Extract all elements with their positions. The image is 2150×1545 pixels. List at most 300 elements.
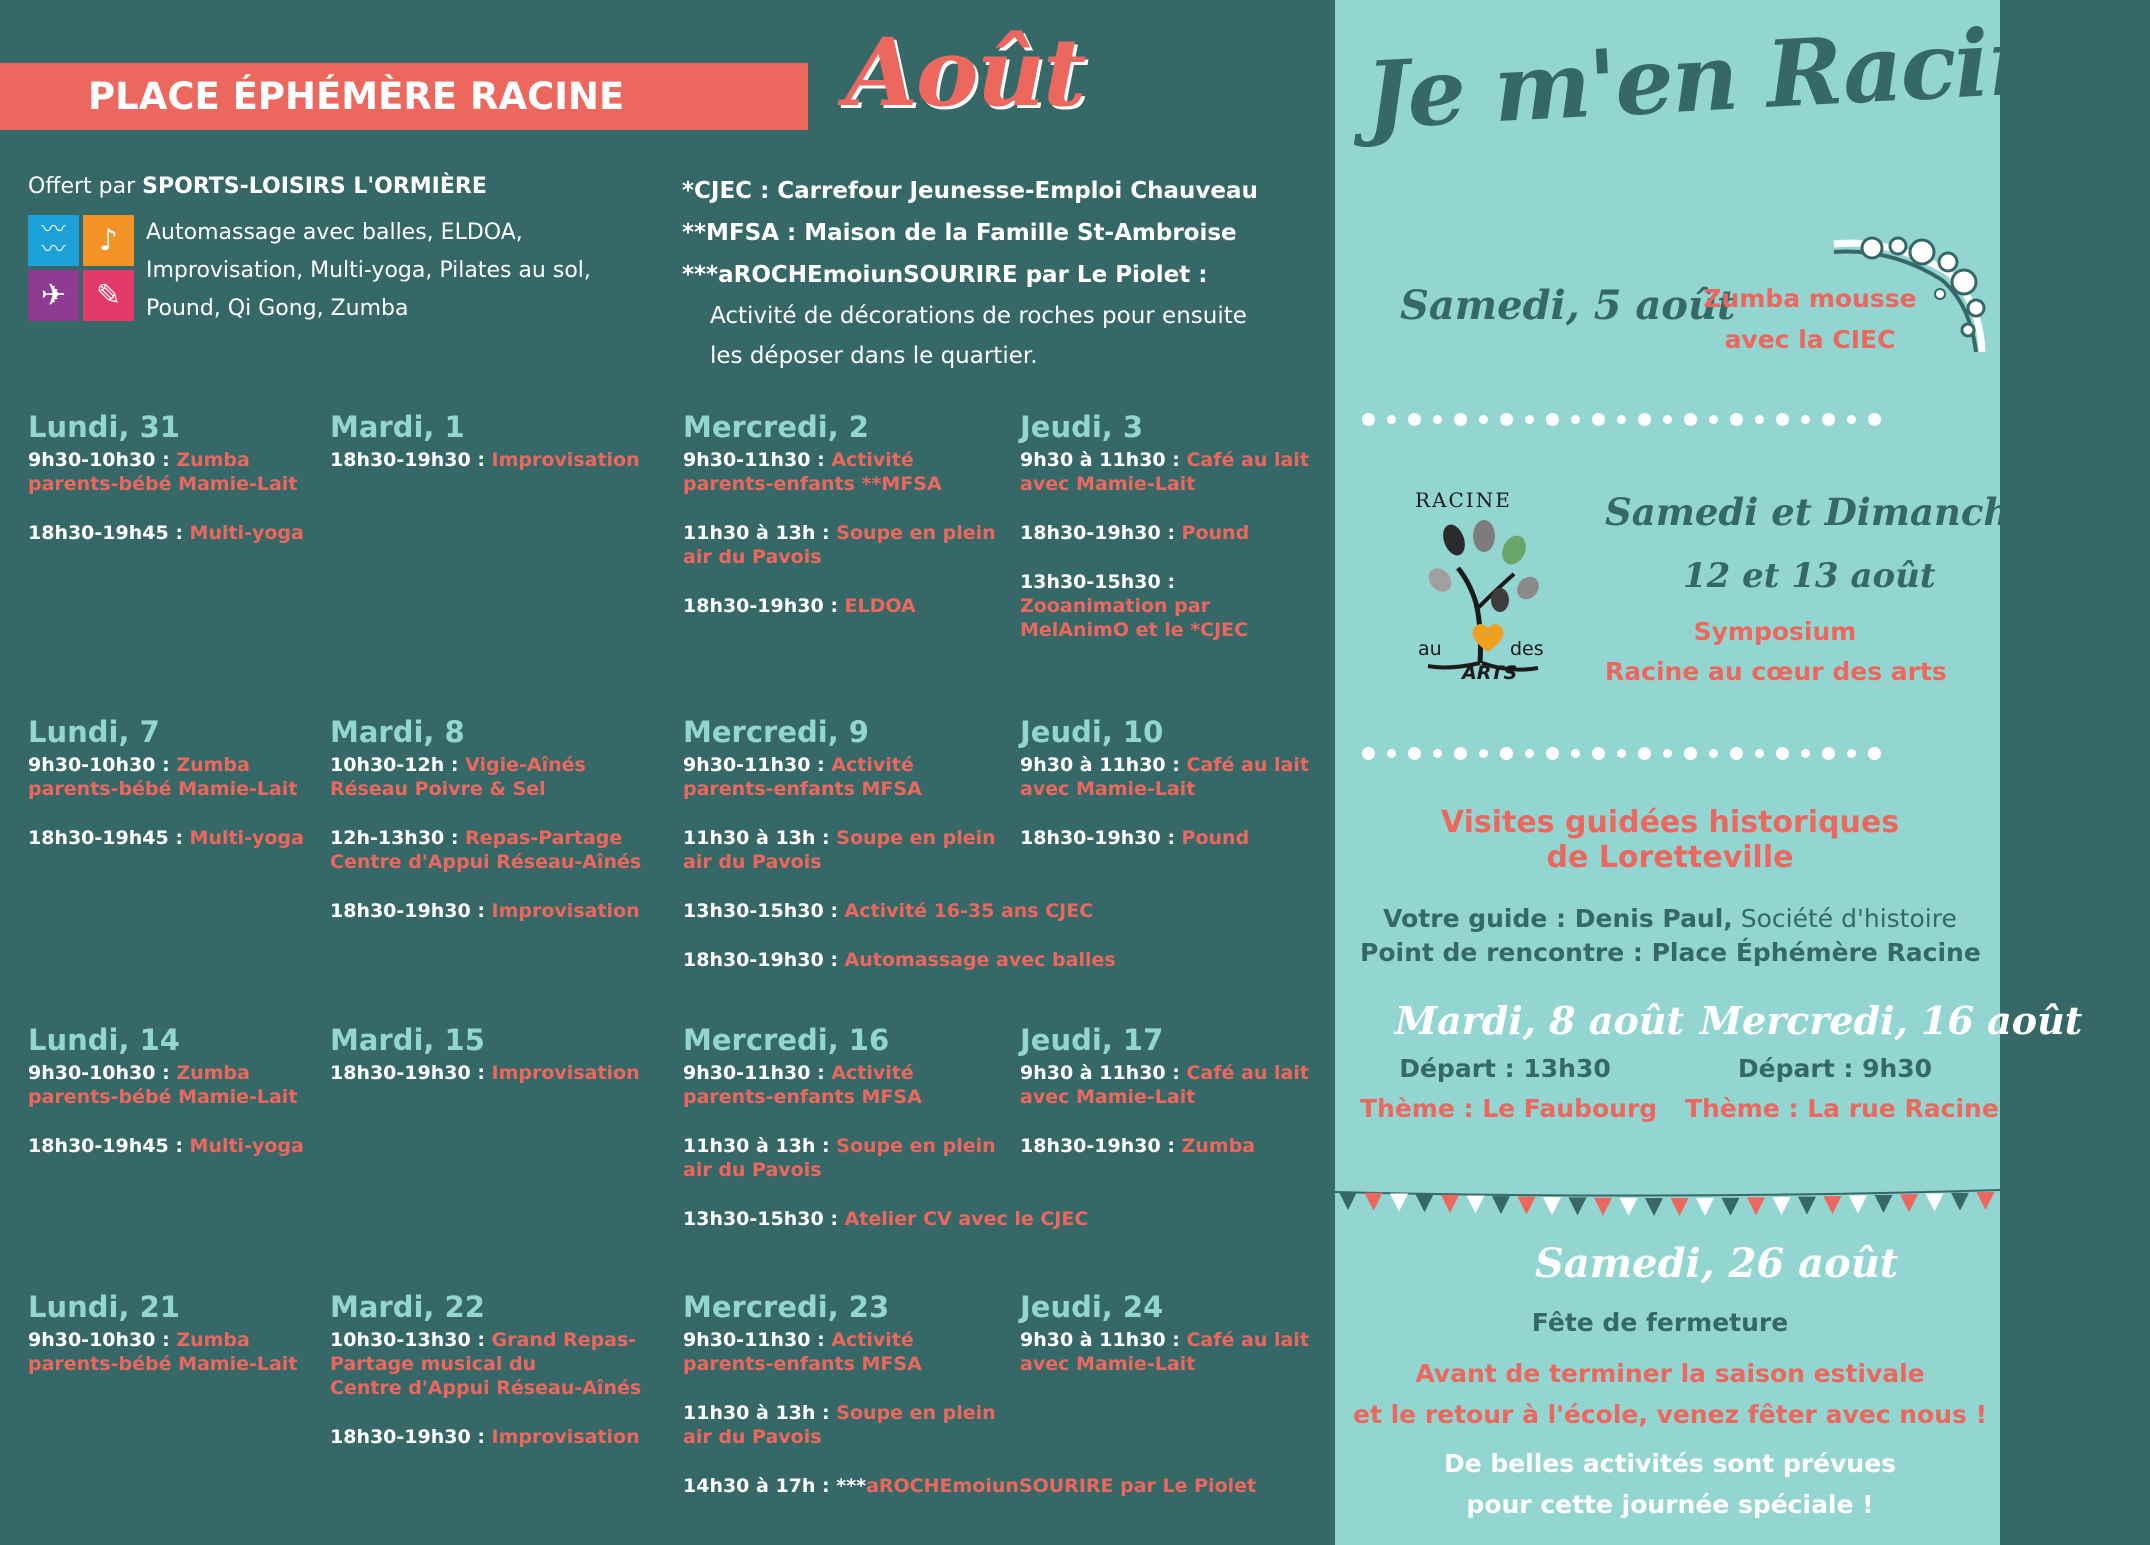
dot — [1755, 749, 1764, 758]
dot — [1638, 747, 1651, 760]
dot — [1525, 749, 1534, 758]
activity-list — [146, 214, 591, 328]
schedule-event — [1020, 521, 1309, 545]
visite2-theme: Thème : La rue Racine — [1685, 1094, 1999, 1123]
event-time: 18h30-19h45 — [28, 522, 169, 544]
event-activity-cont: air du Pavois — [683, 1159, 822, 1181]
dot — [1571, 415, 1580, 424]
event-activity: Activité — [831, 1062, 914, 1084]
event-time: 18h30-19h30 — [330, 1062, 471, 1084]
event-time: 18h30-19h30 — [330, 449, 471, 471]
schedule-event — [683, 899, 1116, 923]
event-sep: : — [810, 1329, 832, 1351]
activity-line: Pound, Qi Gong, Zumba — [146, 296, 409, 321]
visites-info — [1360, 902, 1980, 970]
bunting-flag — [1569, 1197, 1587, 1215]
dot — [1433, 749, 1442, 758]
event-sep: : — [444, 754, 466, 776]
day-title: Mardi, 22 — [330, 1290, 485, 1324]
dot — [1408, 747, 1421, 760]
logo-au: au — [1418, 638, 1442, 660]
day-block — [683, 410, 996, 643]
dot — [1755, 415, 1764, 424]
event-activity-cont: parents-enfants MFSA — [683, 1086, 922, 1108]
bunting-flag — [1722, 1198, 1740, 1216]
event-activity-cont: avec Mamie-Lait — [1020, 1353, 1196, 1375]
day-block — [28, 715, 304, 875]
day-block — [1020, 715, 1309, 875]
event-activity: Pound — [1181, 522, 1250, 544]
event-time: 9h30 à 11h30 — [1020, 449, 1166, 471]
event-time: 9h30 à 11h30 — [1020, 754, 1166, 776]
event-activity-cont: parents-enfants MFSA — [683, 1353, 922, 1375]
schedule-event — [28, 1061, 304, 1109]
event-sep: : — [823, 900, 845, 922]
schedule-event — [330, 753, 641, 801]
event-time: 18h30-19h30 — [683, 949, 824, 971]
event-activity: Vigie-Aînés — [465, 754, 586, 776]
day-block — [1020, 1290, 1309, 1401]
event-activity-cont: Centre d'Appui Réseau-Aînés — [330, 851, 642, 873]
event-activity: Zumba — [176, 1329, 250, 1351]
dot — [1479, 749, 1488, 758]
event-sep: : — [815, 522, 837, 544]
dot — [1801, 415, 1810, 424]
dot — [1638, 413, 1651, 426]
event-time: 10h30-13h30 — [330, 1329, 471, 1351]
visites-title2: de Loretteville — [1546, 840, 1794, 875]
bunting-flag — [1926, 1193, 1944, 1211]
legend-mfsa: **MFSA : Maison de la Famille St-Ambroise — [682, 220, 1237, 246]
dot — [1362, 747, 1375, 760]
event-activity-cont: parents-enfants MFSA — [683, 778, 922, 800]
schedule-event — [28, 753, 304, 801]
event-activity: Improvisation — [491, 1426, 640, 1448]
event-activity-cont: parents-bébé Mamie-Lait — [28, 1086, 298, 1108]
event-sep: : — [168, 827, 190, 849]
event-sep: : — [1165, 1062, 1187, 1084]
bunting-flag — [1620, 1198, 1638, 1216]
dot — [1546, 747, 1559, 760]
legend-cjec: *CJEC : Carrefour Jeunesse-Emploi Chauveau — [682, 178, 1258, 204]
event-activity: Zumba — [176, 449, 250, 471]
event-activity-cont: parents-bébé Mamie-Lait — [28, 473, 298, 495]
day-block — [1020, 1023, 1309, 1183]
zumba-date: Samedi, 5 août — [1400, 282, 1736, 329]
event-time: 13h30-15h30 — [683, 1208, 824, 1230]
dot — [1571, 749, 1580, 758]
meeting-point: Point de rencontre : Place Éphémère Racine — [1360, 938, 1981, 967]
dot — [1822, 747, 1835, 760]
event-sep: : — [1165, 754, 1187, 776]
event-sep: : — [444, 827, 466, 849]
schedule-event — [330, 1061, 640, 1085]
event-sep: : — [1160, 1135, 1182, 1157]
event-activity: Repas-Partage — [465, 827, 623, 849]
event-activity: Activité — [831, 449, 914, 471]
event-activity: Soupe en plein — [836, 827, 996, 849]
event-activity-cont: Zooanimation par — [1020, 595, 1210, 617]
event-activity: Soupe en plein — [836, 522, 996, 544]
event-time: 9h30-10h30 — [28, 754, 156, 776]
visite2-depart: Départ : 9h30 — [1737, 1054, 1933, 1083]
event-time: 9h30 à 11h30 — [1020, 1062, 1166, 1084]
event-time: 13h30-15h30 — [683, 900, 824, 922]
event-time: 10h30-12h — [330, 754, 445, 776]
bunting-flag — [1824, 1196, 1842, 1214]
bunting-flag — [1696, 1198, 1714, 1216]
closing-line4: pour cette journée spéciale ! — [1466, 1490, 1874, 1519]
event-activity: aROCHEmoiunSOURIRE par Le Piolet — [866, 1475, 1257, 1497]
day-block — [28, 410, 304, 570]
event-time: 18h30-19h30 — [1020, 522, 1161, 544]
schedule-event — [28, 521, 304, 545]
closing-line3: De belles activités sont prévues — [1443, 1449, 1897, 1478]
schedule-event — [330, 826, 641, 874]
event-sep: : — [168, 522, 190, 544]
event-sep: : — [810, 1062, 832, 1084]
dot — [1592, 747, 1605, 760]
event-sep: : — [470, 900, 492, 922]
dot — [1387, 415, 1396, 424]
dot — [1730, 413, 1743, 426]
schedule-event — [1020, 570, 1309, 642]
event-sep: : — [155, 1062, 177, 1084]
day-block — [28, 1290, 297, 1401]
schedule-event — [28, 1134, 304, 1158]
schedule-event — [683, 1474, 1256, 1498]
legend-roche-desc1: Activité de décorations de roches pour ensuite — [710, 303, 1247, 329]
event-sep: : — [815, 1402, 837, 1424]
schedule-event — [330, 1425, 641, 1449]
schedule-event — [330, 448, 640, 472]
day-title: Mercredi, 16 — [683, 1023, 890, 1057]
activity-line: Automassage avec balles, ELDOA, — [146, 220, 523, 245]
visite1-date: Mardi, 8 août — [1395, 998, 1684, 1043]
dot — [1663, 415, 1672, 424]
schedule-event — [683, 1207, 1088, 1231]
dot — [1387, 749, 1396, 758]
dot — [1454, 413, 1467, 426]
visites-title1: Visites guidées historiques — [1440, 805, 1900, 840]
event-activity: ELDOA — [844, 595, 916, 617]
dot — [1709, 749, 1718, 758]
event-time: 18h30-19h30 — [683, 595, 824, 617]
closing-line1: Avant de terminer la saison estivale — [1415, 1359, 1925, 1388]
bunting-flag — [1849, 1196, 1867, 1214]
schedule-event — [1020, 448, 1309, 496]
day-title: Jeudi, 10 — [1020, 715, 1164, 749]
event-sep: : — [155, 1329, 177, 1351]
bunting-flag — [1365, 1193, 1383, 1211]
day-title: Lundi, 31 — [28, 410, 180, 444]
event-sep: : *** — [815, 1475, 867, 1497]
closing-date: Samedi, 26 août — [1535, 1240, 1899, 1287]
event-activity: Café au lait — [1186, 754, 1309, 776]
day-title: Lundi, 7 — [28, 715, 160, 749]
symposium-line2: Racine au cœur des arts — [1605, 657, 1947, 686]
zumba-event — [1700, 278, 1920, 360]
bunting-flag — [1951, 1193, 1969, 1211]
bunting-flag — [1671, 1198, 1689, 1216]
legend-roche: ***aROCHEmoiunSOURIRE par Le Piolet : — [682, 262, 1208, 288]
event-activity: Automassage avec balles — [844, 949, 1116, 971]
dot — [1684, 747, 1697, 760]
logo-racine: RACINE — [1415, 488, 1512, 512]
bunting-flag — [1594, 1198, 1612, 1216]
event-activity-cont: avec Mamie-Lait — [1020, 778, 1196, 800]
event-sep: : — [155, 754, 177, 776]
event-activity: Atelier CV avec le CJEC — [844, 1208, 1089, 1230]
day-title: Mercredi, 2 — [683, 410, 869, 444]
event-activity: Grand Repas- — [491, 1329, 637, 1351]
event-activity: Café au lait — [1186, 449, 1309, 471]
bunting-flag — [1467, 1196, 1485, 1214]
dot — [1617, 415, 1626, 424]
dot — [1433, 415, 1442, 424]
event-sep: : — [470, 1426, 492, 1448]
schedule-event — [330, 1328, 641, 1400]
schedule-event — [1020, 826, 1309, 850]
event-activity: Café au lait — [1186, 1329, 1309, 1351]
dot — [1709, 415, 1718, 424]
schedule-event — [683, 948, 1116, 972]
event-time: 11h30 à 13h — [683, 1135, 816, 1157]
dot — [1847, 415, 1856, 424]
guide-org: Société d'histoire — [1732, 904, 1957, 933]
symposium-date1: Samedi et Dimanche — [1605, 490, 2034, 534]
event-activity-cont: parents-bébé Mamie-Lait — [28, 1353, 298, 1375]
dot — [1801, 749, 1810, 758]
bunting-flag — [1339, 1192, 1357, 1210]
day-title: Mercredi, 23 — [683, 1290, 890, 1324]
dot — [1362, 413, 1375, 426]
event-sep: : — [810, 449, 832, 471]
dot — [1730, 747, 1743, 760]
visite1-theme: Thème : Le Faubourg — [1360, 1094, 1658, 1123]
dot — [1617, 749, 1626, 758]
event-activity-cont: parents-enfants **MFSA — [683, 473, 942, 495]
event-activity: Multi-yoga — [189, 522, 304, 544]
art-icon: ✎ — [83, 270, 134, 321]
bunting-flag — [1492, 1196, 1510, 1214]
event-time: 18h30-19h45 — [28, 1135, 169, 1157]
event-sep: : — [470, 1062, 492, 1084]
bunting-flag — [1773, 1197, 1791, 1215]
event-time: 9h30-10h30 — [28, 449, 156, 471]
closing-title: Fête de fermeture — [1531, 1308, 1789, 1337]
event-sep: : — [823, 949, 845, 971]
dot — [1408, 413, 1421, 426]
dot — [1592, 413, 1605, 426]
event-activity: Multi-yoga — [189, 1135, 304, 1157]
bunting-decoration — [1335, 1186, 2000, 1226]
event-sep: : — [823, 1208, 845, 1230]
event-sep: : — [1165, 1329, 1187, 1351]
event-sep: : — [168, 1135, 190, 1157]
event-time: 11h30 à 13h — [683, 522, 816, 544]
dot-divider — [1362, 411, 1881, 427]
dot — [1868, 413, 1881, 426]
event-activity: Zumba — [176, 1062, 250, 1084]
day-block — [1020, 410, 1309, 667]
event-activity-cont: Partage musical du — [330, 1353, 537, 1375]
event-sep: : — [155, 449, 177, 471]
event-activity: Improvisation — [491, 1062, 640, 1084]
activity-icons — [28, 215, 134, 321]
event-sep: : — [1160, 827, 1182, 849]
day-title: Jeudi, 17 — [1020, 1023, 1164, 1057]
visite1-depart: Départ : 13h30 — [1399, 1054, 1611, 1083]
event-sep: : — [815, 827, 837, 849]
dot — [1525, 415, 1534, 424]
event-time: 18h30-19h30 — [330, 900, 471, 922]
event-activity: Café au lait — [1186, 1062, 1309, 1084]
bunting-flag — [1900, 1194, 1918, 1212]
schedule-event — [683, 448, 996, 496]
symposium-event — [1605, 612, 1945, 692]
event-time: 9h30-11h30 — [683, 754, 811, 776]
offered-prefix: Offert par — [28, 174, 143, 199]
schedule-event — [683, 594, 996, 618]
bunting-flag — [1977, 1192, 1995, 1210]
month-title: Août — [845, 18, 1085, 128]
visite2-date: Mercredi, 16 août — [1700, 998, 2083, 1043]
event-activity: Activité 16-35 ans CJEC — [844, 900, 1094, 922]
event-activity-cont: Centre d'Appui Réseau-Aînés — [330, 1377, 642, 1399]
event-activity: Activité — [831, 1329, 914, 1351]
day-title: Lundi, 21 — [28, 1290, 180, 1324]
schedule-event — [1020, 1134, 1309, 1158]
event-time: 18h30-19h30 — [1020, 1135, 1161, 1157]
legend — [682, 170, 1258, 376]
offered-by — [28, 174, 487, 199]
event-time: 9h30-11h30 — [683, 1329, 811, 1351]
event-activity: Soupe en plein — [836, 1135, 996, 1157]
zumba-line1: Zumba mousse — [1703, 284, 1917, 313]
activity-line: Improvisation, Multi-yoga, Pilates au sol, — [146, 258, 591, 283]
legend-roche-desc2: les déposer dans le quartier. — [710, 343, 1038, 369]
guide-label: Votre guide : Denis Paul, — [1383, 904, 1733, 933]
schedule-event — [683, 1401, 1256, 1449]
day-title: Jeudi, 3 — [1020, 410, 1144, 444]
event-activity: Activité — [831, 754, 914, 776]
event-activity: Multi-yoga — [189, 827, 304, 849]
event-sep: : — [470, 1329, 492, 1351]
main-title: Je m'en Racine! — [1363, 1, 2150, 150]
symposium-line1: Symposium — [1693, 617, 1857, 646]
day-block — [330, 1290, 641, 1474]
event-sep: : — [470, 449, 492, 471]
event-activity-cont: avec Mamie-Lait — [1020, 1086, 1196, 1108]
day-block — [330, 1023, 640, 1110]
schedule-event — [330, 899, 641, 923]
event-sep: : — [810, 754, 832, 776]
event-time: 9h30-11h30 — [683, 449, 811, 471]
dot — [1663, 749, 1672, 758]
music-icon: ♪ — [83, 215, 134, 266]
symposium-date2: 12 et 13 août — [1683, 556, 1936, 596]
day-title: Mardi, 1 — [330, 410, 465, 444]
closing-line2: et le retour à l'école, venez fêter avec nous ! — [1353, 1400, 1987, 1429]
shoe-icon: ✈ — [28, 270, 79, 321]
dot — [1454, 747, 1467, 760]
event-time: 11h30 à 13h — [683, 1402, 816, 1424]
event-time: 18h30-19h30 — [1020, 827, 1161, 849]
schedule-event — [1020, 1328, 1309, 1376]
bunting-flag — [1441, 1195, 1459, 1213]
day-title: Mercredi, 9 — [683, 715, 869, 749]
bunting-flag — [1543, 1197, 1561, 1215]
event-time: 9h30-10h30 — [28, 1062, 156, 1084]
event-activity: Zumba — [176, 754, 250, 776]
day-block — [330, 715, 641, 948]
day-title: Jeudi, 24 — [1020, 1290, 1164, 1324]
schedule-event — [28, 1328, 297, 1376]
event-activity: Improvisation — [491, 900, 640, 922]
dot-divider — [1362, 745, 1881, 761]
event-activity-cont: air du Pavois — [683, 1426, 822, 1448]
logo-arts: ARTS — [1462, 662, 1518, 684]
dot — [1500, 413, 1513, 426]
dot — [1822, 413, 1835, 426]
event-time: 9h30-11h30 — [683, 1062, 811, 1084]
event-sep: : — [1165, 449, 1187, 471]
dot — [1684, 413, 1697, 426]
day-title: Mardi, 15 — [330, 1023, 485, 1057]
event-time: 18h30-19h45 — [28, 827, 169, 849]
event-activity-cont: avec Mamie-Lait — [1020, 473, 1196, 495]
event-activity-cont: parents-bébé Mamie-Lait — [28, 778, 298, 800]
bunting-flag — [1747, 1197, 1765, 1215]
dot — [1500, 747, 1513, 760]
day-block — [28, 1023, 304, 1183]
event-activity: Improvisation — [491, 449, 640, 471]
event-sep: : — [1160, 522, 1182, 544]
bunting-flag — [1390, 1193, 1408, 1211]
event-activity-cont: air du Pavois — [683, 546, 822, 568]
event-sep: : — [1160, 571, 1175, 593]
day-block — [330, 410, 640, 497]
visites-title — [1400, 805, 1940, 875]
dot — [1847, 749, 1856, 758]
schedule-event — [28, 448, 304, 496]
schedule-event — [1020, 1061, 1309, 1109]
zumba-line2: avec la CIEC — [1724, 325, 1896, 354]
dot — [1776, 747, 1789, 760]
event-time: 9h30 à 11h30 — [1020, 1329, 1166, 1351]
event-activity-cont: Réseau Poivre & Sel — [330, 778, 546, 800]
bunting-flag — [1518, 1197, 1536, 1215]
bunting-flag — [1875, 1195, 1893, 1213]
event-activity: Soupe en plein — [836, 1402, 996, 1424]
dot — [1546, 413, 1559, 426]
schedule-event — [683, 521, 996, 569]
closing-text — [1350, 1353, 1990, 1435]
swim-icon: 〰 〰 — [28, 215, 79, 266]
dot — [1479, 415, 1488, 424]
event-time: 9h30-10h30 — [28, 1329, 156, 1351]
bunting-flag — [1798, 1197, 1816, 1215]
bunting-flag — [1645, 1198, 1663, 1216]
event-time: 12h-13h30 — [330, 827, 445, 849]
event-sep: : — [815, 1135, 837, 1157]
event-activity: Pound — [1181, 827, 1250, 849]
closing-note — [1400, 1443, 1940, 1525]
bunting-flag — [1416, 1194, 1434, 1212]
event-activity-cont: air du Pavois — [683, 851, 822, 873]
event-sep: : — [823, 595, 845, 617]
